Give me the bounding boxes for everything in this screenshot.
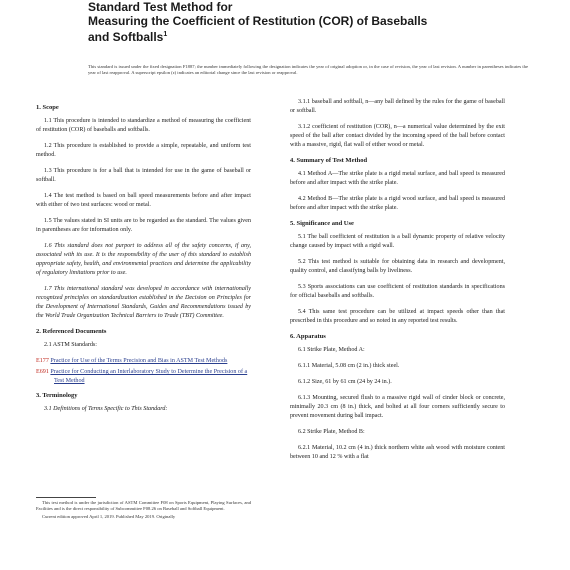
footnote-1: This test method is under the jurisdiction of ASTM Committee F08 on Sports Equipment, Playing Surfaces, and Facilities and is the direct responsibility of Subcommittee F08.26 on Baseball and Softball Equipment. [36, 500, 251, 511]
footnote-2: Current edition approved April 1, 2019. Published May 2019. Originally [42, 514, 176, 519]
section-heading-scope: 1. Scope [36, 104, 59, 111]
paragraph-1-3: 1.3 This procedure is for a ball that is intended for use in the game of baseball or softball. [36, 168, 251, 183]
title-footnote-mark: 1 [163, 31, 168, 38]
paragraph-1-6: 1.6 This standard does not purport to address all of the safety concerns, if any, associated with its use. It is the responsibility of the user of this standard to establish appropriate safety, health, and environmental practices and determine the applicability of regulatory limitations prior to use. [36, 243, 251, 276]
section-heading-terminology: 3. Terminology [36, 392, 78, 399]
paragraph-5-4: 5.4 This same test procedure can be utilized at impact speeds other than that prescribed in this procedure and so noted in any reported test results. [290, 309, 505, 324]
paragraph-1-2: 1.2 This procedure is established to provide a simple, repeatable, and uniform test method. [36, 143, 251, 158]
title-line-3: and Softballs$^1$ [88, 30, 168, 44]
title-block [88, 0, 528, 44]
paragraph-1-4: 1.4 The test method is based on ball speed measurements before and after impact with either of two test surfaces: wood or metal. [36, 193, 251, 208]
paragraph-5-3: 5.3 Sports associations can use coefficient of restitution standards in specifications for official baseballs and softballs. [290, 284, 505, 299]
paragraph-6-1-1: 6.1.1 Material, 5.08 cm (2 in.) thick steel. [298, 363, 400, 369]
section-heading-referenced-documents: 2. Referenced Documents [36, 328, 107, 335]
paragraph-3-1-1: 3.1.1 baseball and softball, n—any ball defined by the rules for the game of baseball or softball. [290, 99, 505, 114]
right-column [290, 98, 505, 469]
paragraph-6-2-1: 6.2.1 Material, 10.2 cm (4 in.) thick northern white ash wood with moisture content between 10 and 12 % with a flat [290, 445, 505, 460]
paragraph-3-1: 3.1 Definitions of Terms Specific to This Standard: [44, 406, 168, 412]
reference-code[interactable]: E691 [36, 369, 49, 375]
reference-link[interactable]: Practice for Conducting an Interlaboratory Study to Determine the Precision of a Test Method [50, 369, 248, 384]
reference-item[interactable] [36, 368, 251, 386]
footnote-block [36, 500, 251, 522]
paragraph-1-1: 1.1 This procedure is intended to standardize a method of measuring the coefficient of restitution (COR) of baseballs and softballs. [36, 118, 251, 133]
paragraph-6-1-2: 6.1.2 Size, 61 by 61 cm (24 by 24 in.). [298, 379, 392, 385]
section-heading-significance: 5. Significance and Use [290, 220, 354, 227]
title-line-1: Standard Test Method for [88, 0, 233, 14]
paragraph-5-2: 5.2 This test method is suitable for obtaining data in research and development, quality control, and classifying balls by liveliness. [290, 259, 505, 274]
paragraph-5-1: 5.1 The ball coefficient of restitution is a ball dynamic property of relative velocity change caused by impact with a rigid wall. [290, 234, 505, 249]
paragraph-3-1-2: 3.1.2 coefficient of restitution (COR), n—a numerical value determined by the exit speed of the ball after contact divided by the incoming speed of the ball before contact with a massive, rigid, flat wall of either wood or metal. [290, 124, 505, 148]
paragraph-1-5: 1.5 The values stated in SI units are to be regarded as the standard. The values given in parentheses are for information only. [36, 218, 251, 233]
reference-code[interactable]: E177 [36, 358, 49, 364]
paragraph-6-1-3: 6.1.3 Mounting, secured flush to a massive rigid wall of cinder block or concrete, minimally 20.3 cm (8 in.) thick, and bolted at all four corners sufficiently secure to prevent movement during ball impact. [290, 395, 505, 419]
reference-item[interactable] [36, 357, 251, 366]
paragraph-4-2: 4.2 Method B—The strike plate is a rigid wood surface, and ball speed is measured before and after impact with the strike plate. [290, 196, 505, 211]
paragraph-4-1: 4.1 Method A—The strike plate is a rigid metal surface, and ball speed is measured before and after impact with the strike plate. [290, 171, 505, 186]
paragraph-2-1: 2.1 ASTM Standards: [44, 342, 97, 348]
footnote-rule [36, 497, 96, 498]
paragraph-6-1: 6.1 Strike Plate, Method A: [298, 347, 365, 353]
section-heading-summary: 4. Summary of Test Method [290, 157, 368, 164]
paragraph-1-7: 1.7 This international standard was developed in accordance with internationally recognized principles on standardization established in the Decision on Principles for the Development of International Standards, Guides and Recommendations issued by the World Trade Organization Technical Barriers to Trade (TBT) Committee. [36, 286, 251, 319]
title-line-2: Measuring the Coefficient of Restitution (COR) of Baseballs [88, 14, 428, 28]
reference-link[interactable]: Practice for Use of the Terms Precision and Bias in ASTM Test Methods [50, 358, 228, 364]
paragraph-6-2: 6.2 Strike Plate, Method B: [298, 429, 365, 435]
section-heading-apparatus: 6. Apparatus [290, 333, 326, 340]
designation-notice: This standard is issued under the fixed designation F1887; the number immediately following the designation indicates the year of original adoption or, in the case of revision, the year of last revision. A number in parentheses indicates the year of last reapproval. A superscript epsilon (ε) indicates an editorial change since the last revision or reapproval. [88, 64, 528, 75]
left-column [36, 98, 251, 421]
